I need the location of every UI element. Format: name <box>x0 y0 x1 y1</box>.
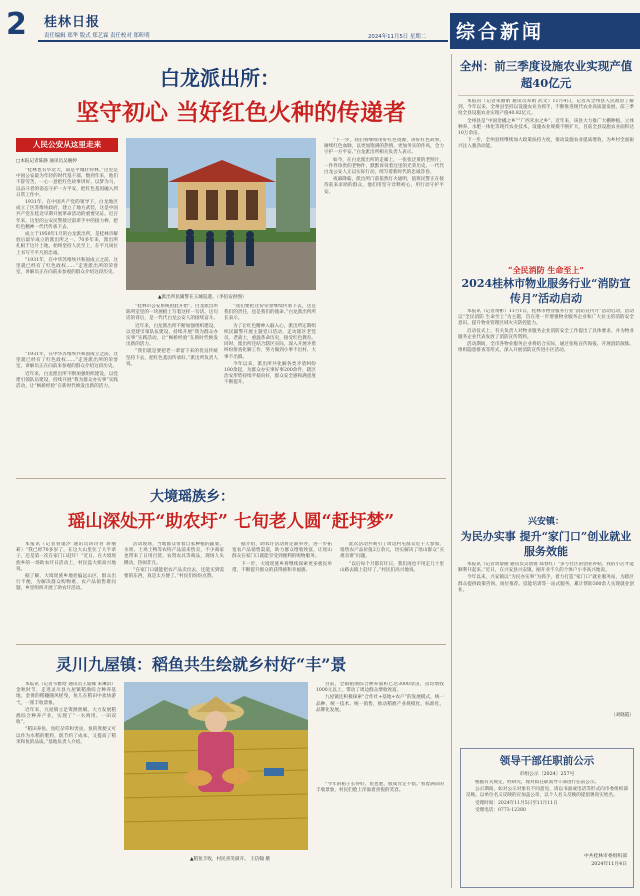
lead-kicker: 白龙派出所： <box>160 66 280 90</box>
paper-name: 桂林日报 <box>44 15 101 30</box>
rice-field-illustration <box>124 682 308 850</box>
lead-column-2 <box>126 304 218 472</box>
paragraph: “1931年，在中华苏维埃共和国成立之前，这里就已经有了红色政权……”走进派出所的荣誉室，讲解员正在向前来参观的群众介绍这段历史。 <box>16 257 118 276</box>
third-column-1 <box>16 682 116 882</box>
side3-body <box>458 562 634 712</box>
masthead-rule <box>38 40 448 42</box>
second-column-4 <box>340 542 444 638</box>
second-column-3 <box>232 542 332 638</box>
side3-box <box>458 516 634 718</box>
paragraph: 近年来，九屋镇立足资源禀赋，大力发展稻渔综合种养产业，实现了“一水两用、一田双收”。 <box>16 707 116 726</box>
section-badge: 人民公安从这里走来 <box>16 138 118 152</box>
notice-headline: 领导干部任职前公示 <box>499 755 595 767</box>
third-column-3 <box>316 782 444 878</box>
paragraph: 本报讯（记者黄彬）11月1日，桂林市物业服务行业“消防宣传月”活动启动，活动以“全民消防 生命至上”为主题，旨在进一步增强物业服务企业和广大业主的消防安全意识，提升物业管理区域火灾防控能力。 <box>458 309 634 327</box>
side2-slogan: “全民消防 生命至上” <box>508 265 584 275</box>
paragraph: 本报讯（记者周黎丽 通讯员吴倩倩 郑春红）“多亏社区的创业补贴，我的小店才能顺利开起来。”近日，在兴安县兴安镇，刚开业不久的个体户小李高兴地说。 <box>458 562 634 574</box>
lead-column-1 <box>16 168 118 348</box>
paragraph: 九屋镇还积极探索“合作社+基地+农户”的发展模式，统一品种、统一技术、统一销售，推动稻渔产业规模化、标准化、品牌化发展。 <box>316 695 444 713</box>
paragraph: 启动仪式上，有关负责人对物业服务企业消防安全工作提出了具体要求，并为物业服务企业代表发放了消防宣传资料。 <box>458 328 634 340</box>
lead-headline: 坚守初心 当好红色火种的传递者 <box>75 99 406 126</box>
side3-label: 兴安镇： <box>527 517 564 527</box>
notice-body <box>466 780 628 850</box>
police-station-illustration <box>126 138 316 290</box>
masthead <box>0 0 640 50</box>
lead-byline: □本报记者陈静 通讯员吴婉婷 <box>16 159 77 164</box>
paragraph: 下一步，全州县将继续加大政策扶持力度，推动设施农业提质增效，为乡村全面振兴注入强劲动能。 <box>458 138 634 150</box>
third-headline: 稻鱼共生绘就乡村好“丰”景 <box>152 655 347 674</box>
third-photo-caption: ▲稻鱼丰收，村民喜笑颜开。 王信翰 摄 <box>190 857 270 862</box>
third-kicker: 灵川九屋镇： <box>56 655 153 674</box>
notice-docno: 市组公示〔2024〕257号 <box>519 772 575 777</box>
issue-date: 2024年11月5日 星期二 <box>368 34 427 40</box>
paragraph: 成立于1950年1月的白龙派出所，是桂林市解放后最早成立的派出所之一。70多年来，派出所扎根于这片土地，始终坚持人民至上，在平凡岗位上书写不平凡的忠诚。 <box>16 232 118 256</box>
paragraph: 1931年，在中国共产党的领导下，白龙地区成立了区苏维埃政府，建立了地方武装，这是中国共产党在桂北早期开展革命活动的重要见证。近百年来，这里的公安民警接过前辈手中的接力棒，把红色精神一代代传承下去。 <box>16 200 118 230</box>
lead-photo-caption: ▲派出所民辅警在玉城巡逻。（李伯安供图） <box>158 295 247 300</box>
police-station-photo <box>126 138 316 290</box>
second-column-1 <box>16 542 116 638</box>
paragraph: 活动期间，全市各物业服务企业将结合实际，通过张贴宣传海报、开展消防演练、组织隐患排查等形式，深入开展消防宣传进小区活动。 <box>458 342 634 354</box>
paragraph: “我们要把这份荣誉继续传承下去，这是我们的责任，也是我们的使命。”白龙派出所所长表示。 <box>224 304 316 322</box>
lead-column-3 <box>224 304 316 472</box>
divider <box>16 644 446 645</box>
paragraph: 本报讯（记者韦雅晗 通讯员王迪娜 朱琳淇）金秋时节，走进灵川县九屋镇稻渔综合种养基地，金黄的稻穗随风摇曳，鱼儿在稻田中欢快游弋，一派丰收景象。 <box>16 682 116 706</box>
paragraph: “下一步，我们将继续用好红色资源，讲好红色故事，赓续红色血脉，以更加饱满的热情、更加务实的作风，全力守护一方平安。”白龙派出所相关负责人表示。 <box>324 138 444 156</box>
paragraph: “稻田养鱼，鱼吃杂草和害虫，鱼的粪便又可以作为水稻的肥料，既节约了成本，又提高了稻米和鱼的品质。”基地负责人介绍。 <box>16 727 116 745</box>
paragraph: 据了解，大境瑶族乡地处偏远山区，群众出行不便，为解决群众购物难、农产品销售难问题，乡里组织开展了助农圩活动。 <box>16 574 116 592</box>
divider <box>458 95 634 96</box>
paragraph: “桂林市公安系统由此开始”，白龙派出所陈列室里的一块展板上写着这样一句话。这句话的背后，是一代代白龙公安人的接续奋斗。 <box>126 304 218 322</box>
side2-body <box>458 309 634 517</box>
page-number: 2 <box>6 7 27 42</box>
side1-box <box>458 58 634 249</box>
notice-date: 2024年11月4日 <box>591 862 627 867</box>
side2-headline: 2024桂林市物业服务行业“消防宣传月”活动启动 <box>461 277 631 305</box>
paragraph: 受理时间：2024年11月5日至11月11日 <box>475 800 558 806</box>
paragraph: 此次活动共吸引了周边村屯群众近千人参加，销售农产品价值2万余元，切实解决了瑶山群众“买难卖难”问题。 <box>340 542 444 560</box>
paragraph: 公示期间，如对公示对象有不同意见，请以书面或电话等形式向市委组织部反映。以单位名义反映的应加盖公章，以个人名义反映的提倡署真实姓名。 <box>466 787 628 799</box>
paragraph: “我们就是要把老一辈留下来的优良传统坚持下去，把红色基因传承好。”派出所负责人说。 <box>126 349 218 367</box>
paragraph: 本报讯（记者曾谨汐 通讯员蒋玲君 蒋丽莉）“我已经70多岁了，在这大山里住了大半辈子，还是第一次在家门口赶圩！”近日，在大境瑶族乡的一场助农圩日活动上，村民盘大姐高兴地说。 <box>16 542 116 572</box>
paragraph: “桂林也有华北天，南是平城壮特林。”这里是中国公安最为年轻的时代基干部，数到年来，他们不辞劳苦，一心一意把红色故事讲好、以梦为马，以奋斗者的姿态守护一方平安，把红色基因融入到日常工作中。 <box>16 168 118 198</box>
paragraph: 目前，全镇稻渔综合种养面积已达3000余亩，亩均增收1000元以上，带动了周边群众增收致富。 <box>316 682 444 694</box>
editors-line: 责任编辑 郑华 版式 郑艺霖 责任校对 郑昕明 <box>44 33 150 39</box>
paragraph: 据介绍，助农圩活动将定期举办，进一步拓宽农产品销售渠道，助力群众增收致富，让瑶山群众在家门口就能享受到便利的购物服务。 <box>232 542 332 560</box>
paragraph: 全州县是“中国金橘之乡”“广西禾虫之乡”，近年来，该县大力推广大棚种植、立体种养、水肥一体化等现代农业技术，设施农业规模不断扩大，目前全县设施农业面积达10万余亩。 <box>458 118 634 137</box>
paragraph: 本报讯（记者朱丽娟 通讯员邓娟 武文）11月4日，记者从全州县人民政府了解到，今年以来，全州县坚持以设施农业为抓手，不断推进现代农业高质量发展，前三季度全县设施农业实现产值40.82亿元。 <box>458 99 634 117</box>
paragraph: “今年的稻子长得好，鱼也肥，收成肯定不错。”看着满田的丰收景象，村民们脸上洋溢着喜悦的笑容。 <box>316 782 444 794</box>
paragraph: 今年以来，派出所共化解各类矛盾纠纷100余起，为群众办实事好事200余件，辖区治安形势持续平稳向好，群众安全感和满意度不断提升。 <box>224 361 316 386</box>
section-title: 综合新闻 <box>456 21 545 43</box>
divider <box>16 478 446 479</box>
paragraph: 近年来，白龙派出所不断加强组织建设，以党建引领队伍建设，持续开展“我为群众办实事”实践活动，让“枫桥经验”在新时代焕发出新的活力。 <box>126 323 218 348</box>
third-column-2 <box>316 682 444 778</box>
notice-org: 中共桂林市委组织部 <box>583 854 627 859</box>
second-kicker: 大境瑶族乡： <box>150 489 234 505</box>
paragraph: 为了让红色精神入脑入心，派出所定期组织民辅警开展主题党日活动，走访辖区老党员、老战士，重温革命历史，接受红色教育。同时，派出所还结合辖区实际，深入开展矛盾纠纷排查化解工作，努力做到小事不出村、大事不出镇。 <box>224 323 316 360</box>
paragraph: 近年来，白龙派出所不断加强组织建设，以党建引领队伍建设，持续开展“我为群众办实事”实践活动，让“枫桥经验”在新时代焕发出新的活力。 <box>16 371 118 390</box>
lead-column-4 <box>324 138 444 472</box>
paragraph: 下一步，大境瑶族乡将继续探索更多惠民举措，不断提升群众的获得感和幸福感。 <box>232 561 332 573</box>
second-column-2 <box>124 542 224 638</box>
paragraph: 受理电话：0773-12380 <box>475 807 526 813</box>
notice-box <box>460 748 634 888</box>
column-divider <box>451 54 452 888</box>
paragraph: 夜幕降临，派出所门前依然灯火通明，值班民警正在接待前来求助的群众，他们用坚守诠释初心，用行动守护平安。 <box>324 177 444 195</box>
paragraph: 活动现场，当地群众带着自家种植的蔬菜、水果、土鸡土鸭等农特产品前来售卖，不少商家也带来了日用百货、农资农具等商品，现场人头攒动，热闹非凡。 <box>124 542 224 566</box>
paragraph: “在家门口就能把农产品卖出去，还能买到需要的东西，真是太方便了。”村民们纷纷点赞。 <box>124 567 224 580</box>
side1-headline <box>458 58 634 92</box>
paragraph: “1931年，在中华苏维埃共和国成立之前，这里就已经有了红色政权……”走进派出所的荣誉室，讲解员正在向前来参观的群众介绍这段历史。 <box>16 352 118 370</box>
paragraph: 今年以来，兴安镇以“为民办实事”为抓手，着力打造“家门口”就业服务站，为辖区群众提供政策咨询、岗位推荐、技能培训等一站式服务，累计帮助300余人实现就业创业。 <box>458 575 634 593</box>
third-headline-row <box>56 652 346 675</box>
side1-headline-text: 前三季度设施农业实现产值超40亿元 <box>494 59 633 90</box>
farmer-photo <box>124 682 308 850</box>
paragraph: 根据有关规定，经研究，现对拟任职领导干部进行任前公示。 <box>475 780 600 785</box>
side1-body <box>458 99 634 249</box>
paragraph: 如今，在白龙派出所的走廊上，一张张泛黄的老照片，一件件珍贵的老物件，默默诉说着这里的光荣历史。一代代白龙公安人正以实际行动，续写着新时代的忠诚答卷。 <box>324 157 444 176</box>
side2-box <box>458 264 634 517</box>
side3-headline: 为民办实事 提升“家门口”创业就业服务效能 <box>460 530 632 558</box>
second-headline: 瑶山深处开“助农圩” 七旬老人圆“赶圩梦” <box>67 512 395 532</box>
lead-column-1b <box>16 352 118 472</box>
paragraph: “以后每个月都有圩日，我们再也不用走几十里山路去镇上赶圩了。”村民们高兴地说。 <box>340 561 444 573</box>
side3-byline: （刘晓霞） <box>611 713 634 718</box>
side1-label: 全州： <box>459 59 495 73</box>
